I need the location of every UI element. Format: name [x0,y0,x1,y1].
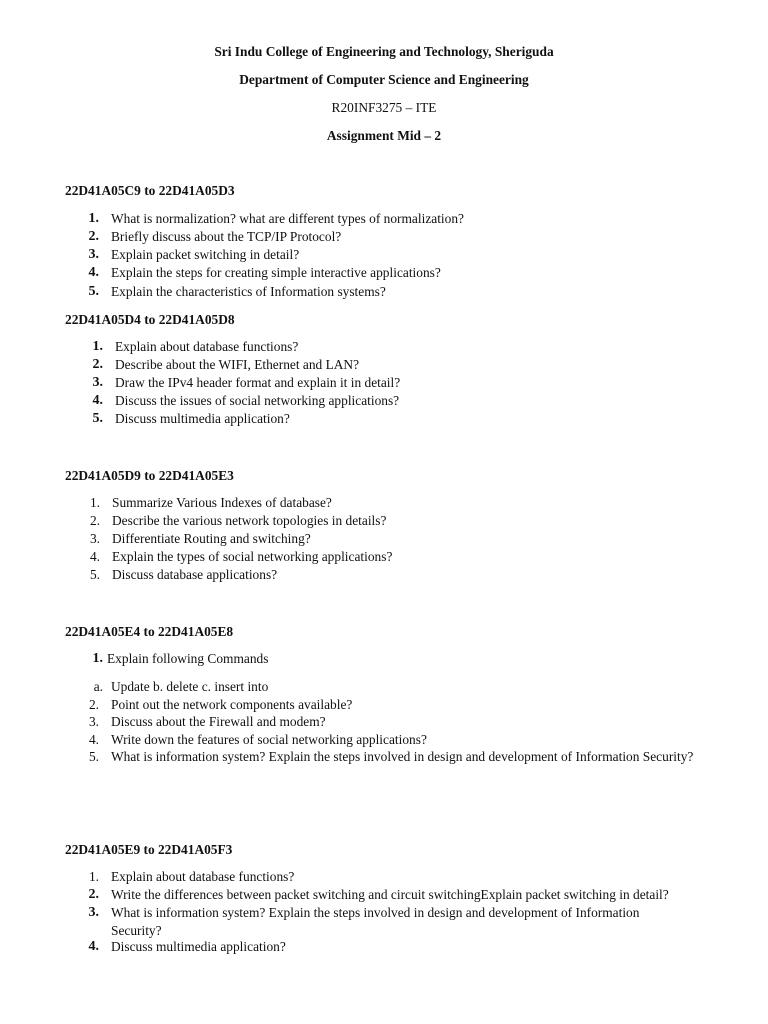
department-name: Department of Computer Science and Engineering [239,72,529,87]
item-number: 1. [88,869,99,884]
item-number: 2. [89,513,100,528]
item-number: 5. [88,749,99,764]
item-number: 2. [88,229,99,244]
item-text: Discuss multimedia application? [115,411,290,426]
section-heading: 22D41A05E9 to 22D41A05F3 [65,842,233,857]
item-text: Explain following Commands [107,651,269,666]
item-text: Discuss multimedia application? [111,939,286,954]
assignment-title: Assignment Mid – 2 [326,128,442,143]
item-text: Explain the types of social networking applications? [112,549,393,564]
item-text: Explain packet switching in detail? [111,247,300,262]
item-text: Explain about database functions? [111,869,295,884]
item-number: 4. [88,939,99,954]
item-number: 4. [92,393,103,408]
item-number: 1. [92,339,103,354]
item-text: Write down the features of social networking applications? [111,732,427,747]
item-number: 5. [88,284,99,299]
item-text: Update b. delete c. insert into [111,679,269,694]
item-number: 2. [92,357,103,372]
item-number: 5. [89,567,100,582]
item-number: 4. [88,732,99,747]
item-text: Summarize Various Indexes of database? [112,495,332,510]
item-text: Write the differences between packet switching and circuit switchingExplain packet switching in detail? [111,887,669,902]
item-number: 3. [89,531,100,546]
item-number: 4. [89,549,100,564]
item-text: Draw the IPv4 header format and explain it in detail? [115,375,401,390]
item-number: 3. [88,905,99,920]
college-name: Sri Indu College of Engineering and Technology, Sheriguda [214,44,554,59]
item-text: What is normalization? what are different types of normalization? [111,211,464,226]
item-text: What is information system? Explain the steps involved in design and development of Information Security? [111,749,694,764]
item-text: Describe about the WIFI, Ethernet and LAN? [115,357,360,372]
item-text: Briefly discuss about the TCP/IP Protocol? [111,229,342,244]
section-heading: 22D41A05D4 to 22D41A05D8 [65,312,235,327]
item-text: Explain the steps for creating simple interactive applications? [111,265,441,280]
item-number: 1. [92,651,103,666]
item-number: 4. [88,265,99,280]
item-number: 2. [88,697,99,712]
item-text: Explain about database functions? [115,339,299,354]
item-number: 2. [88,887,99,902]
section-heading: 22D41A05E4 to 22D41A05E8 [65,624,234,639]
item-text: Discuss the issues of social networking applications? [115,393,400,408]
item-text: Explain the characteristics of Information systems? [111,284,386,299]
item-text: Discuss database applications? [112,567,278,582]
item-text: Describe the various network topologies in details? [112,513,387,528]
item-text: Differentiate Routing and switching? [112,531,311,546]
item-text: What is information system? Explain the steps involved in design and development of Information Security? [111,905,640,938]
section-heading: 22D41A05D9 to 22D41A05E3 [65,468,234,483]
item-text: Point out the network components available? [111,697,353,712]
item-number: 3. [88,714,99,729]
item-text: Discuss about the Firewall and modem? [111,714,326,729]
item-number: 3. [88,247,99,262]
item-number: 1. [89,495,100,510]
item-number: a. [93,679,103,694]
item-number: 5. [92,411,103,426]
item-number: 1. [88,211,99,226]
item-number: 3. [92,375,103,390]
course-code: R20INF3275 – ITE [331,100,437,115]
section-heading: 22D41A05C9 to 22D41A05D3 [65,183,235,198]
